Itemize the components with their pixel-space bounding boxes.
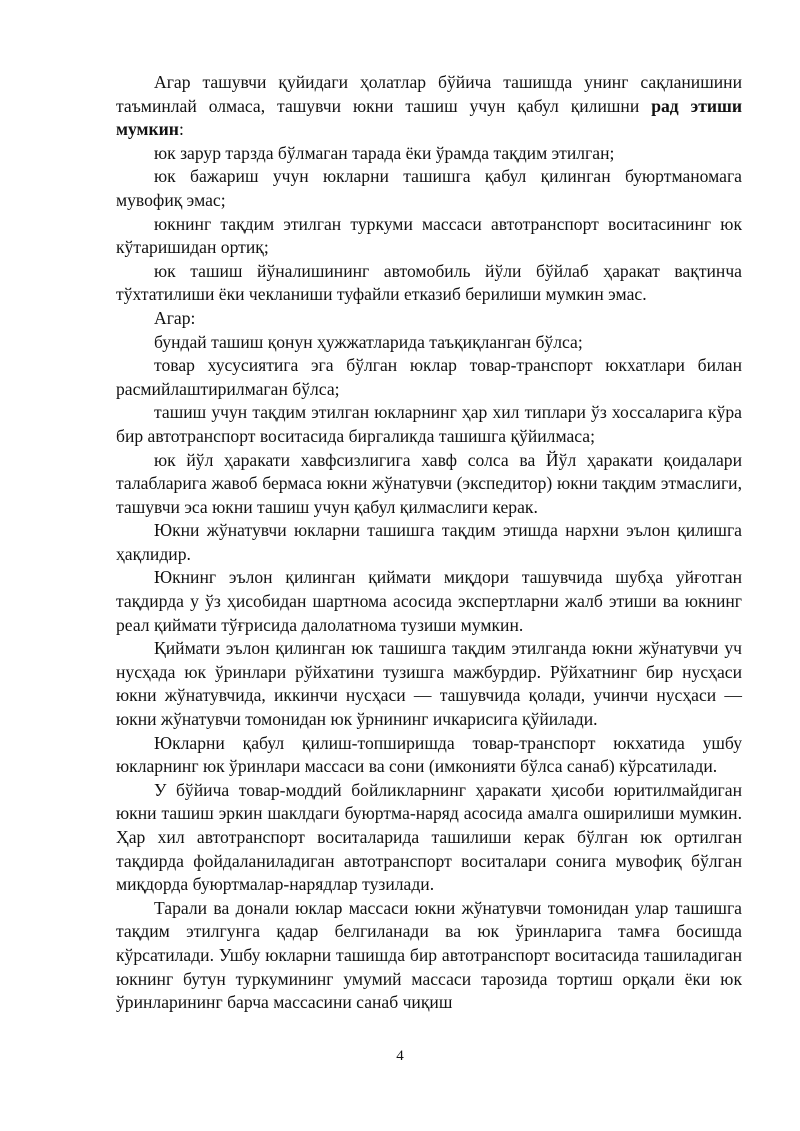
paragraph-11: Юкни жўнатувчи юкларни ташишга тақдим этишда нархни эълон қилишга ҳақлидир. [116,520,742,564]
paragraph-7: бундай ташиш қонун ҳужжатларида таъқиқланган бўлса; [154,331,583,352]
paragraph-13: Қиймати эълон қилинган юк ташишга тақдим этилганда юкни жўнатувчи уч нусҳада юк ўринлари рўйхатини тузишга мажбурдир. Рўйхатнинг бир нусҳаси юкни жўнатувчида, иккинчи нусҳаси — ташувчида қолади, учинчи нусҳаси — юкни жўнатувчи томонидан юк ўрнининг ичкарисига қўйилади. [116,638,742,730]
bold-phrase: рад этиши мумкин [116,95,742,140]
paragraph-8: товар хусусиятига эга бўлган юклар товар-транспорт юкхатлари билан расмийлаштирилмаган бўлса; [116,355,742,399]
paragraph-10: юк йўл ҳаракати хавфсизлигига хавф солса ва Йўл ҳаракати қоидалари талабларига жавоб бермаса юкни жўнатувчи (экспедитор) юкни тақдим этмаслиги, ташувчи эса юкни ташиш учун қабул қилмаслиги керак. [116,449,742,517]
paragraph-6: Агар: [154,307,196,328]
body-text [116,71,742,1015]
paragraph-16: Тарали ва донали юклар массаси юкни жўнатувчи томонидан улар ташишга тақдим этилгунга қадар белгиланади ва юк ўринларига тамға босишда кўрсатилади. Ушбу юкларни ташишда бир автотранспорт воситасида ташиладиган юкнинг бутун туркумининг умумий массаси тарозида тортиш орқали ёки юк ўринларининг барча массасини санаб чиқиш [116,897,742,1013]
paragraph-3: юк бажариш учун юкларни ташишга қабул қилинган буюртманомага мувофиқ эмас; [116,166,742,210]
page-number: 4 [396,1048,404,1064]
paragraph-14: Юкларни қабул қилиш-топширишда товар-транспорт юкхатида ушбу юкларнинг юк ўринлари массаси ва сони (имконияти бўлса санаб) кўрсатилади. [116,732,742,777]
paragraph-1: Агар ташувчи қуйидаги ҳолатлар бўйича ташишда унинг сақланишини таъминлай олмаса, ташувчи юкни ташиш учун қабул қилишни рад этиши мумкин: [116,72,742,140]
paragraph-2: юк зарур тарзда бўлмаган тарада ёки ўрамда тақдим этилган; [154,142,615,163]
paragraph-12: Юкнинг эълон қилинган қиймати миқдори ташувчида шубҳа уйғотган тақдирда у ўз ҳисобидан шартнома асосида экспертларни жалб этиши ва юкнинг реал қиймати тўғрисида далолатнома тузиши мумкин. [116,567,742,635]
paragraph-15: У бўйича товар-моддий бойликларнинг ҳаракати ҳисоби юритилмайдиган юкни ташиш эркин шаклдаги буюртма-наряд асосида амалга оширилиши мумкин. Ҳар хил автотранспорт воситаларида ташилиши керак бўлган юк ортилган тақдирда фойдаланиладиган автотранспорт воситалари сонига мувофиқ бўлган миқдорда буюртмалар-нарядлар тузилади. [116,779,742,895]
paragraph-4: юкнинг тақдим этилган туркуми массаси автотранспорт воситасининг юк кўтаришидан ортиқ; [116,213,742,258]
paragraph-5: юк ташиш йўналишининг автомобиль йўли бўйлаб ҳаракат вақтинча тўхтатилиши ёки чекланиши туфайли етказиб берилиши мумкин эмас. [116,260,742,305]
paragraph-9: ташиш учун тақдим этилган юкларнинг ҳар хил типлари ўз хоссаларига кўра бир автотранспорт воситасида биргаликда ташишга қўйилмаса; [116,402,742,446]
